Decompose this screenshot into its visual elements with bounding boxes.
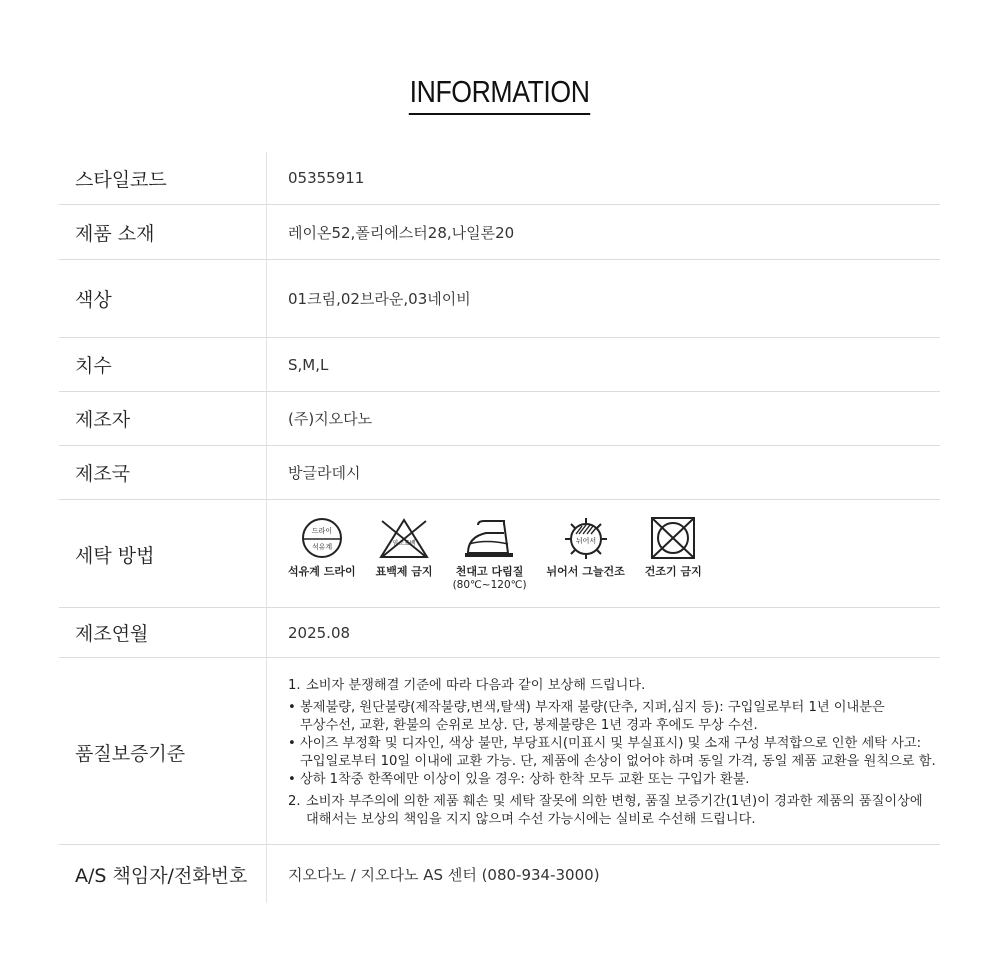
- care-caption: 뉘어서 그늘건조: [546, 565, 625, 578]
- row-value: 방글라데시: [288, 464, 361, 482]
- icon-text: 석유계: [311, 543, 332, 551]
- care-item: [547, 517, 625, 579]
- icon-text: 뉘어서: [575, 537, 596, 545]
- row-label: 제조연월: [59, 608, 267, 657]
- row-label: 치수: [59, 338, 267, 391]
- list-item: 구입일로부터 10일 이내에 교환 가능. 단, 제품에 손상이 없어야 하며 동일 가격, 동일 제품 교환을 원칙으로 함.: [300, 754, 936, 769]
- shade-dry-flat-icon: [562, 517, 610, 559]
- row-value: 레이온52,폴리에스터28,나일론20: [288, 223, 515, 242]
- table-row-size: [59, 338, 940, 392]
- care-item: [645, 517, 702, 579]
- row-label: 스타일코드: [59, 152, 267, 204]
- list-item: 상하 1착중 한쪽에만 이상이 있을 경우: 상하 한착 모두 교환 또는 구입가 환불.: [300, 772, 750, 787]
- list-number: 1.: [288, 678, 301, 693]
- row-value: (주)지오다노: [288, 410, 373, 428]
- row-label: 제조국: [59, 446, 267, 499]
- care-caption: 석유계 드라이: [288, 565, 356, 578]
- bullet: •: [288, 700, 296, 715]
- care-caption: 표백제 금지: [375, 565, 433, 578]
- list-item: 소비자 부주의에 의한 제품 훼손 및 세탁 잘못에 의한 변형, 품질 보증기간(1년)이 경과한 제품의 품질이상에: [306, 794, 923, 809]
- care-item: [453, 517, 527, 592]
- page-title: INFORMATION: [409, 74, 591, 115]
- row-label: 품질보증기준: [59, 658, 267, 844]
- bullet: •: [288, 736, 296, 751]
- iron-cloth-icon: [462, 517, 518, 559]
- page-title-wrap: [0, 74, 1000, 115]
- table-row-style-code: [59, 152, 940, 205]
- row-value: 05355911: [288, 169, 365, 187]
- bullet: •: [288, 772, 296, 787]
- table-row-quality: [59, 658, 940, 845]
- icon-text: 드라이: [311, 527, 332, 535]
- row-value: 지오다노 / 지오다노 AS 센터 (080-934-3000): [288, 865, 600, 884]
- care-item: [376, 517, 433, 579]
- row-label: 세탁 방법: [59, 500, 267, 607]
- list-item: 봉제불량, 원단불량(제작불량,변색,탈색) 부자재 불량(단추, 지퍼,심지 등): 구입일로부터 1년 이내분은: [300, 700, 885, 715]
- row-label: 제품 소재: [59, 205, 267, 259]
- row-label: A/S 책임자/전화번호: [59, 845, 267, 903]
- table-row-washing: [59, 500, 940, 608]
- list-item: 사이즈 부정확 및 디자인, 색상 불만, 부당표시(미표시 및 부실표시) 및 소재 구성 부적합으로 인한 세탁 사고:: [300, 736, 922, 751]
- quality-text: [267, 658, 940, 844]
- no-tumble-dry-icon: [649, 517, 697, 559]
- table-row-manufacturer: [59, 392, 940, 446]
- care-caption: 건조기 금지: [644, 565, 702, 578]
- list-item: 무상수선, 교환, 환불의 순위로 보상. 단, 봉제불량은 1년 경과 후에도 무상 수선.: [300, 718, 758, 733]
- list-item: 대해서는 보상의 책임을 지지 않으며 수선 가능시에는 실비로 수선해 드립니다.: [306, 812, 756, 827]
- table-row-color: [59, 260, 940, 338]
- icon-text: 염소표백: [392, 540, 416, 547]
- care-caption: 천대고 다림질: [455, 565, 524, 578]
- row-label: 제조자: [59, 392, 267, 445]
- list-number: 2.: [288, 794, 301, 809]
- row-value: S,M,L: [288, 355, 329, 374]
- row-label: 색상: [59, 260, 267, 337]
- table-row-material: [59, 205, 940, 260]
- care-icons: [267, 500, 940, 607]
- care-item: [288, 517, 356, 579]
- dry-clean-petroleum-icon: [300, 517, 344, 559]
- no-bleach-icon: [378, 517, 430, 559]
- info-table: [59, 152, 940, 903]
- table-row-country: [59, 446, 940, 500]
- row-value: 01크림,02브라운,03네이비: [288, 290, 471, 308]
- table-row-as: [59, 845, 940, 903]
- row-value: 2025.08: [288, 623, 351, 642]
- table-row-date: [59, 608, 940, 658]
- care-subcaption: (80℃~120℃): [452, 579, 527, 591]
- list-item: 소비자 분쟁해결 기준에 따라 다음과 같이 보상해 드립니다.: [306, 678, 646, 693]
